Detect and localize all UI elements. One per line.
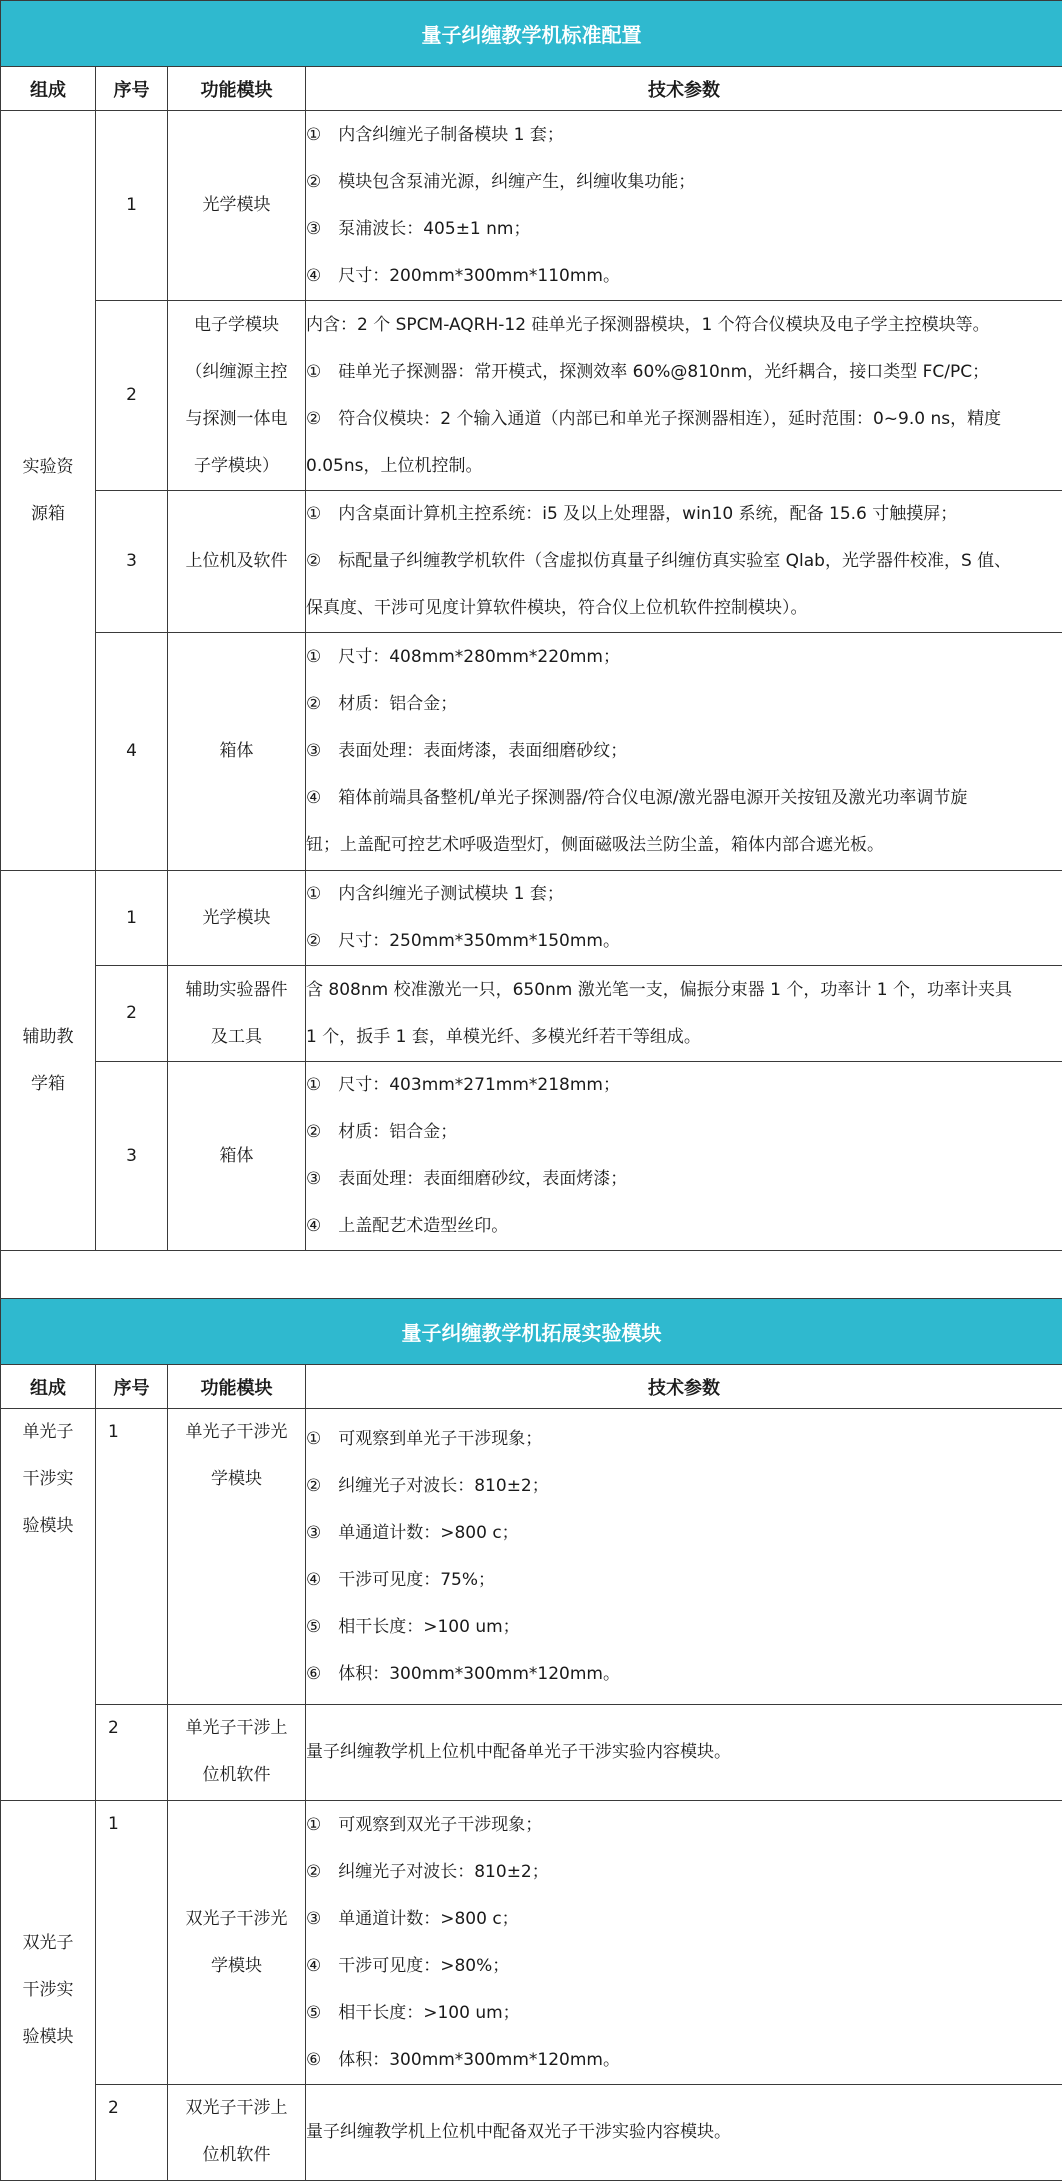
header-tech-params: 技术参数	[306, 67, 1062, 111]
table-row	[1, 633, 1062, 871]
tech-params	[306, 633, 1062, 871]
tech-params	[306, 301, 1062, 491]
tech-params	[306, 871, 1062, 966]
row-number: 2	[96, 2085, 168, 2181]
header-function-module: 功能模块	[168, 67, 306, 111]
header-row	[1, 1365, 1062, 1409]
param-line: ① 尺寸：403mm*271mm*218mm；	[306, 1062, 1062, 1109]
function-module: 上位机及软件	[168, 491, 306, 633]
row-number: 3	[96, 1062, 168, 1251]
param-line: ② 标配量子纠缠教学机软件（含虚拟仿真量子纠缠仿真实验室 Qlab，光学器件校准，S 值、	[306, 538, 1062, 585]
param-line: ④ 尺寸：200mm*300mm*110mm。	[306, 253, 1062, 300]
table-row	[1, 1062, 1062, 1251]
header-function-module: 功能模块	[168, 1365, 306, 1409]
row-number: 3	[96, 491, 168, 633]
tech-params	[306, 966, 1062, 1062]
table-row	[1, 1409, 1062, 1705]
table-row	[1, 111, 1062, 301]
tech-params	[306, 1409, 1062, 1705]
section-spacer	[1, 1251, 1062, 1299]
param-line: ① 内含纠缠光子测试模块 1 套；	[306, 871, 1062, 918]
row-number: 1	[96, 111, 168, 301]
param-line: ② 材质：铝合金；	[306, 1109, 1062, 1156]
param-line: ③ 单通道计数：>800 c；	[306, 1896, 1062, 1943]
row-number: 2	[96, 1705, 168, 1801]
tech-params	[306, 2085, 1062, 2181]
tech-params	[306, 111, 1062, 301]
table-row	[1, 871, 1062, 966]
header-tech-params: 技术参数	[306, 1365, 1062, 1409]
table-row	[1, 491, 1062, 633]
row-number: 2	[96, 301, 168, 491]
param-line: ④ 上盖配艺术造型丝印。	[306, 1203, 1062, 1250]
param-line: ⑥ 体积：300mm*300mm*120mm。	[306, 1651, 1062, 1698]
tech-params	[306, 1062, 1062, 1251]
param-line: ① 内含纠缠光子制备模块 1 套；	[306, 112, 1062, 159]
header-composition: 组成	[1, 1365, 96, 1409]
param-line: ④ 干涉可见度：>80%；	[306, 1943, 1062, 1990]
function-module: 双光子干涉上 位机软件	[168, 2085, 306, 2181]
param-line: ② 符合仪模块：2 个输入通道（内部已和单光子探测器相连），延时范围：0~9.0 ns，精度	[306, 396, 1062, 443]
param-line: 量子纠缠教学机上位机中配备双光子干涉实验内容模块。	[306, 2109, 1062, 2156]
param-line: ⑤ 相干长度：>100 um；	[306, 1604, 1062, 1651]
function-module: 光学模块	[168, 871, 306, 966]
param-line: ② 尺寸：250mm*350mm*150mm。	[306, 918, 1062, 965]
param-line: 内含：2 个 SPCM-AQRH-12 硅单光子探测器模块，1 个符合仪模块及电子学主控模块等。	[306, 302, 1062, 349]
param-line: ⑥ 体积：300mm*300mm*120mm。	[306, 2037, 1062, 2084]
param-line: ② 模块包含泵浦光源，纠缠产生，纠缠收集功能；	[306, 159, 1062, 206]
section-title: 量子纠缠教学机标准配置	[1, 1, 1062, 67]
header-number: 序号	[96, 1365, 168, 1409]
row-number: 1	[96, 1409, 168, 1705]
param-line: ③ 表面处理：表面烤漆，表面细磨砂纹；	[306, 728, 1062, 775]
section-title-row	[1, 1299, 1062, 1365]
header-composition: 组成	[1, 67, 96, 111]
param-line: 量子纠缠教学机上位机中配备单光子干涉实验内容模块。	[306, 1729, 1062, 1776]
row-number: 2	[96, 966, 168, 1062]
param-line: ④ 箱体前端具备整机/单光子探测器/符合仪电源/激光器电源开关按钮及激光功率调节旋	[306, 775, 1062, 822]
param-line: ① 内含桌面计算机主控系统：i5 及以上处理器，win10 系统，配备 15.6 寸触摸屏；	[306, 491, 1062, 538]
function-module: 箱体	[168, 633, 306, 871]
param-line: ① 可观察到单光子干涉现象；	[306, 1416, 1062, 1463]
param-line: ① 硅单光子探测器：常开模式，探测效率 60%@810nm，光纤耦合，接口类型 FC/PC；	[306, 349, 1062, 396]
group-name: 单光子 干涉实 验模块	[1, 1409, 96, 1801]
group-name: 双光子 干涉实 验模块	[1, 1801, 96, 2181]
param-line: 钮；上盖配可控艺术呼吸造型灯，侧面磁吸法兰防尘盖，箱体内部合遮光板。	[306, 822, 1062, 869]
section-title: 量子纠缠教学机拓展实验模块	[1, 1299, 1062, 1365]
param-line: ④ 干涉可见度：75%；	[306, 1557, 1062, 1604]
param-line: ① 可观察到双光子干涉现象；	[306, 1802, 1062, 1849]
param-line: 0.05ns，上位机控制。	[306, 443, 1062, 490]
row-number: 4	[96, 633, 168, 871]
function-module: 双光子干涉光 学模块	[168, 1801, 306, 2085]
param-line: ③ 表面处理：表面细磨砂纹，表面烤漆；	[306, 1156, 1062, 1203]
function-module: 箱体	[168, 1062, 306, 1251]
table-row	[1, 966, 1062, 1062]
table-row	[1, 1801, 1062, 2085]
tech-params	[306, 491, 1062, 633]
header-row	[1, 67, 1062, 111]
table-row	[1, 301, 1062, 491]
param-line: ③ 单通道计数：>800 c；	[306, 1510, 1062, 1557]
row-number: 1	[96, 871, 168, 966]
param-line: ③ 泵浦波长：405±1 nm；	[306, 206, 1062, 253]
param-line: ⑤ 相干长度：>100 um；	[306, 1990, 1062, 2037]
header-number: 序号	[96, 67, 168, 111]
tech-params	[306, 1801, 1062, 2085]
table-row	[1, 1705, 1062, 1801]
param-line: ② 材质：铝合金；	[306, 681, 1062, 728]
group-name: 辅助教 学箱	[1, 871, 96, 1251]
param-line: 1 个，扳手 1 套，单模光纤、多模光纤若干等组成。	[306, 1014, 1062, 1061]
function-module: 单光子干涉上 位机软件	[168, 1705, 306, 1801]
function-module: 辅助实验器件 及工具	[168, 966, 306, 1062]
table-row	[1, 2085, 1062, 2181]
tech-params	[306, 1705, 1062, 1801]
function-module: 光学模块	[168, 111, 306, 301]
param-line: ① 尺寸：408mm*280mm*220mm；	[306, 634, 1062, 681]
param-line: 保真度、干涉可见度计算软件模块，符合仪上位机软件控制模块）。	[306, 585, 1062, 632]
row-number: 1	[96, 1801, 168, 2085]
param-line: 含 808nm 校准激光一只，650nm 激光笔一支，偏振分束器 1 个，功率计 1 个，功率计夹具	[306, 967, 1062, 1014]
group-name: 实验资 源箱	[1, 111, 96, 871]
section-title-row	[1, 1, 1062, 67]
param-line: ② 纠缠光子对波长：810±2；	[306, 1849, 1062, 1896]
param-line: ② 纠缠光子对波长：810±2；	[306, 1463, 1062, 1510]
function-module: 电子学模块 （纠缠源主控 与探测一体电 子学模块）	[168, 301, 306, 491]
function-module: 单光子干涉光 学模块	[168, 1409, 306, 1705]
